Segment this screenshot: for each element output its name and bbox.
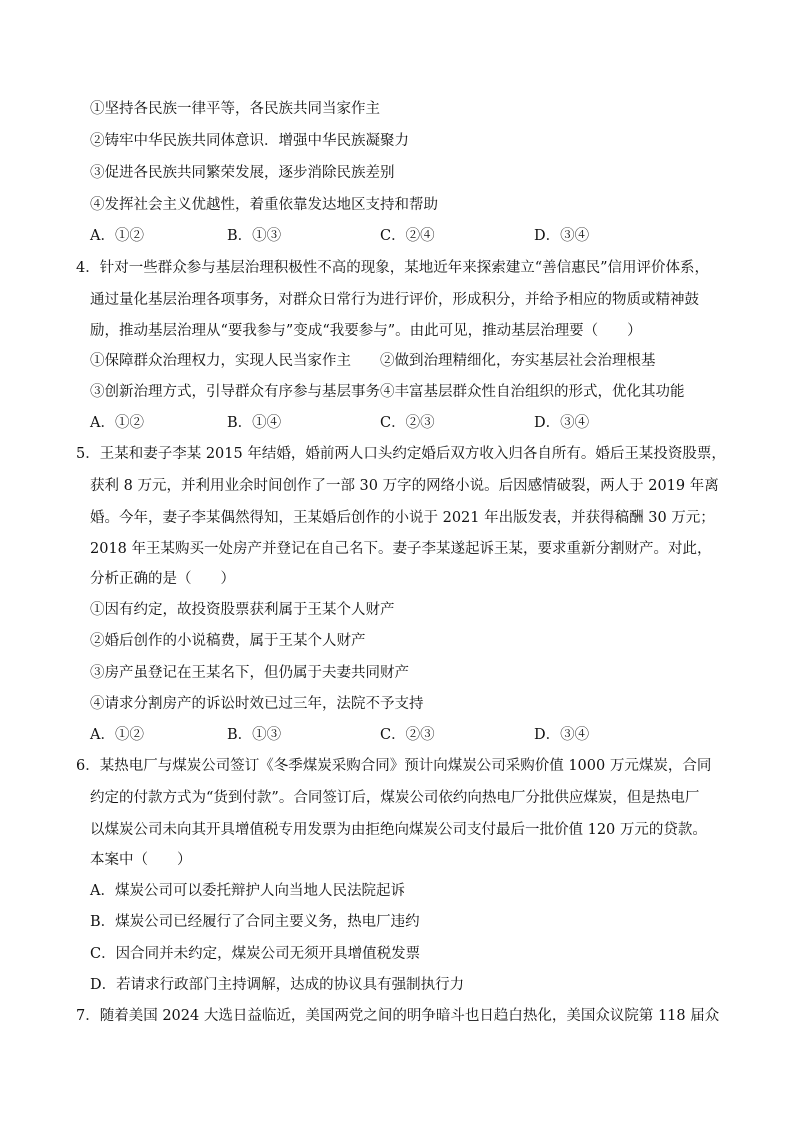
- q6-choice-a: A．煤炭公司可以委托辩护人向当地人民法院起诉: [90, 883, 405, 899]
- q4-stem-line-3: 励，推动基层治理从“要我参与”变成“我要参与”。由此可见，推动基层治理要（ ）: [90, 323, 642, 339]
- q4-option-b: B．①④: [227, 415, 282, 431]
- q5-statement-4: ④请求分割房产的诉讼时效已过三年，法院不予支持: [90, 696, 424, 712]
- q5-statement-1: ①因有约定，故投资股票获利属于王某个人财产: [90, 602, 395, 618]
- q4-statement-1: ①保障群众治理权力，实现人民当家作主: [90, 353, 351, 369]
- q3-options: [90, 226, 690, 246]
- q4-statement-4: ④丰富基层群众性自治组织的形式，优化其功能: [380, 384, 685, 400]
- q3-option-d: D．③④: [534, 228, 590, 244]
- q5-stem-line-1: 5．王某和妻子李某 2015 年结婚，婚前两人口头约定婚后双方收入归各自所有。婚后王某投资股票，: [76, 446, 726, 462]
- q6-stem-line-1: 6．某热电厂与煤炭公司签订《冬季煤炭采购合同》预计向煤炭公司采购价值 1000 万元煤炭，合同: [76, 758, 712, 774]
- q5-options: [90, 725, 690, 745]
- q6-stem-line-4: 本案中（ ）: [90, 852, 192, 868]
- q5-stem-line-5: 分析正确的是（ ）: [90, 571, 235, 587]
- q5-statement-3: ③房产虽登记在王某名下，但仍属于夫妻共同财产: [90, 665, 409, 681]
- q4-statement-row-2: [90, 382, 690, 402]
- q3-statement-1: ①坚持各民族一律平等，各民族共同当家作主: [90, 101, 380, 117]
- q5-option-a: A．①②: [90, 727, 144, 743]
- q3-option-a: A．①②: [90, 228, 144, 244]
- q5-option-c: C．②③: [380, 727, 435, 743]
- q4-statement-row-1: [90, 351, 690, 371]
- q3-option-c: C．②④: [380, 228, 435, 244]
- q3-statement-4: ④发挥社会主义优越性，着重依靠发达地区支持和帮助: [90, 197, 438, 213]
- q4-option-a: A．①②: [90, 415, 144, 431]
- q4-option-d: D．③④: [534, 415, 590, 431]
- q4-options: [90, 413, 690, 433]
- q5-stem-line-3: 婚。今年，妻子李某偶然得知，王某婚后创作的小说于 2021 年出版发表，并获得稿酬 30 万元；: [90, 510, 715, 526]
- q4-stem-line-2: 通过量化基层治理各项事务，对群众日常行为进行评价，形成积分，并给予相应的物质或精神鼓: [90, 292, 699, 308]
- q4-stem-line-1: 4．针对一些群众参与基层治理积极性不高的现象，某地近年来探索建立“善信惠民”信用评价体系，: [76, 260, 710, 276]
- q3-statement-2: ②铸牢中华民族共同体意识．增强中华民族凝聚力: [90, 133, 409, 149]
- q6-choice-b: B．煤炭公司已经履行了合同主要义务，热电厂违约: [90, 914, 420, 930]
- q3-statement-3: ③促进各民族共同繁荣发展，逐步消除民族差别: [90, 165, 395, 181]
- q5-option-b: B．①③: [227, 727, 282, 743]
- q6-choice-c: C．因合同并未约定，煤炭公司无须开具增值税发票: [90, 946, 421, 962]
- q6-stem-line-3: 以煤炭公司未向其开具增值税专用发票为由拒绝向煤炭公司支付最后一批价值 120 万元的贷款。: [90, 822, 707, 838]
- q5-statement-2: ②婚后创作的小说稿费，属于王某个人财产: [90, 633, 366, 649]
- q3-option-b: B．①③: [227, 228, 282, 244]
- q5-stem-line-4: 2018 年王某购买一处房产并登记在自己名下。妻子李某遂起诉王某，要求重新分割财产。对此，: [90, 541, 712, 557]
- q4-option-c: C．②③: [380, 415, 435, 431]
- q4-statement-3: ③创新治理方式，引导群众有序参与基层事务: [90, 384, 380, 400]
- q6-stem-line-2: 约定的付款方式为“货到付款”。合同签订后，煤炭公司依约向热电厂分批供应煤炭，但是热电厂: [90, 790, 700, 806]
- q5-option-d: D．③④: [534, 727, 590, 743]
- q5-stem-line-2: 获利 8 万元，并利用业余时间创作了一部 30 万字的网络小说。后因感情破裂，两人于 2019 年离: [90, 478, 719, 494]
- q6-choice-d: D．若请求行政部门主持调解，达成的协议具有强制执行力: [90, 977, 465, 993]
- q7-stem-line-1: 7．随着美国 2024 大选日益临近，美国两党之间的明争暗斗也日趋白热化，美国众议院第 118 届众: [76, 1008, 720, 1024]
- q4-statement-2: ②做到治理精细化，夯实基层社会治理根基: [380, 353, 656, 369]
